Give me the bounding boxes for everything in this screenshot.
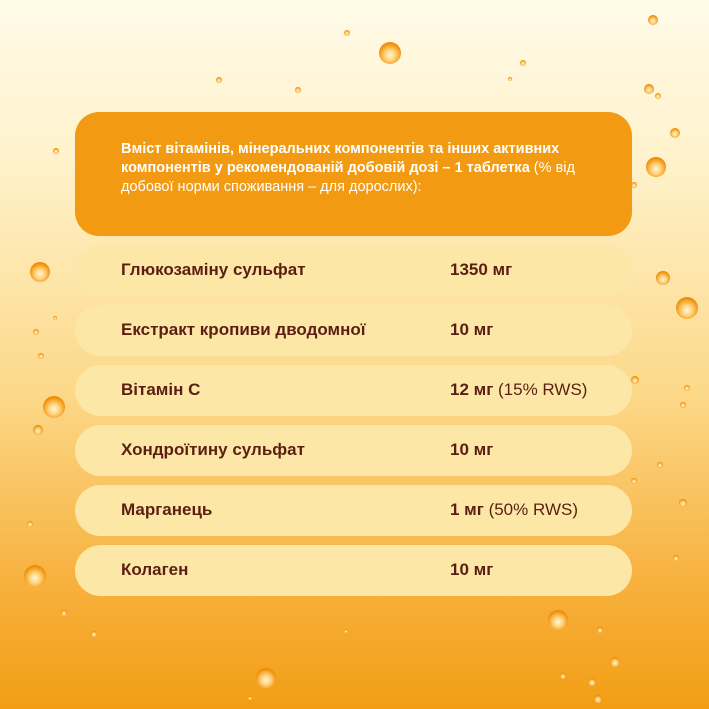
ingredient-row: [75, 545, 632, 596]
ingredient-amount: 12 мг: [450, 380, 494, 399]
ingredient-amount: 1350 мг: [450, 260, 513, 279]
header-normal-text: (% від добової норми споживання – для дорослих):: [121, 160, 575, 195]
ingredient-row: [75, 485, 632, 536]
ingredient-amount: 1 мг: [450, 500, 484, 519]
ingredient-value: [450, 380, 587, 400]
ingredient-row: [75, 305, 632, 356]
ingredient-value: [450, 320, 493, 340]
ingredient-extra: (15% RWS): [493, 380, 588, 399]
ingredient-row: [75, 365, 632, 416]
header-bold-text: Вміст вітамінів, мінеральних компонентів та інших активних компонентів у рекомендованій добовій дозі – 1 таблетка: [121, 141, 560, 176]
ingredient-name: Вітамін С: [121, 380, 201, 399]
ingredient-value: [450, 500, 578, 520]
ingredient-name: Глюкозаміну сульфат: [121, 260, 306, 279]
header-box: [75, 112, 632, 236]
ingredient-amount: 10 мг: [450, 320, 494, 339]
ingredient-value: [450, 260, 512, 280]
ingredient-row: [75, 425, 632, 476]
ingredient-amount: 10 мг: [450, 560, 494, 579]
ingredient-name: Хондроїтину сульфат: [121, 440, 305, 459]
ingredient-name: Екстракт кропиви дводомної: [121, 320, 366, 339]
ingredient-value: [450, 560, 493, 580]
ingredient-name: Марганець: [121, 500, 213, 519]
ingredient-amount: 10 мг: [450, 440, 494, 459]
ingredient-extra: (50% RWS): [483, 500, 578, 519]
ingredient-row: [75, 245, 632, 296]
ingredient-value: [450, 440, 493, 460]
ingredient-name: Колаген: [121, 560, 189, 579]
